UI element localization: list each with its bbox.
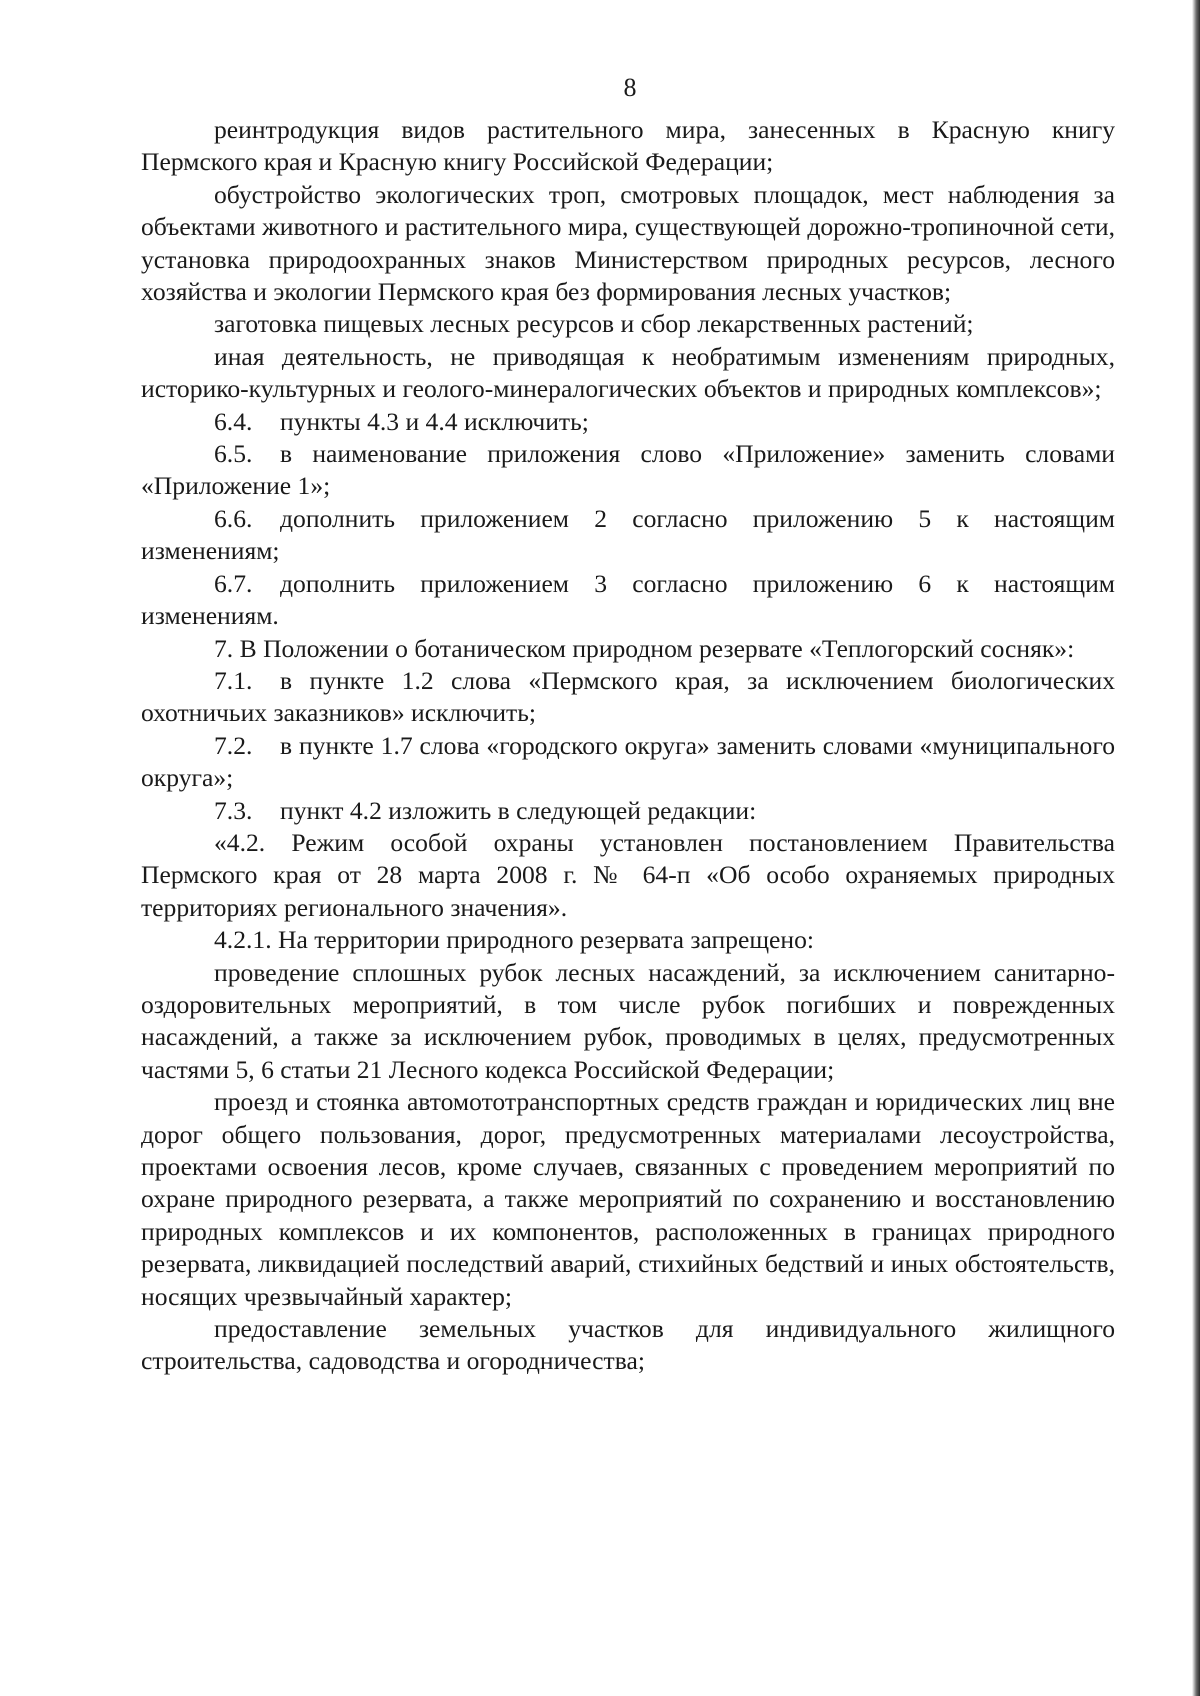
list-item-7-3 (141, 795, 1115, 827)
list-item-7-1 (141, 665, 1115, 730)
paragraph: обустройство экологических троп, смотровых площадок, мест наблюдения за объектами животного и растительного мира, существующей дорожно-тропиночной сети, установка природоохранных знаков Министерством природных ресурсов, лесного хозяйства и экологии Пермского края без формирования лесных участков; (141, 179, 1115, 307)
item-number: 6.6. (214, 503, 253, 533)
item-number: 6.7. (214, 568, 253, 598)
paragraph: «4.2. Режим особой охраны установлен постановлением Правительства Пермского края от 28 марта 2008 г. № 64-п «Об особо охраняемых природных территориях регионального значения». (141, 827, 1115, 922)
paragraph: проезд и стоянка автомототранспортных средств граждан и юридических лиц вне дорог общего пользования, дорог, предусмотренных материалами лесоустройства, проектами освоения лесов, кроме случаев, связанных с проведением мероприятий по охране природного резервата, а также мероприятий по сохранению и восстановлению природных комплексов и их компонентов, расположенных в границах природного резервата, ликвидацией последствий аварий, стихийных бедствий и иных обстоятельств, носящих чрезвычайный характер; (141, 1087, 1115, 1311)
item-text: в пункте 1.7 слова «городского округа» заменить словами «муниципального округа»; (141, 730, 1115, 793)
item-text: пункты 4.3 и 4.4 исключить; (280, 406, 589, 436)
item-text: дополнить приложением 2 согласно приложению 5 к настоящим изменениям; (141, 503, 1115, 566)
item-number: 6.4. (214, 406, 253, 436)
list-item-6-5 (141, 438, 1115, 503)
paragraph: иная деятельность, не приводящая к необратимым изменениям природных, историко-культурных и геолого-минералогических объектов и природных комплексов»; (141, 341, 1115, 404)
list-item-6-4 (141, 406, 1115, 438)
item-text: пункт 4.2 изложить в следующей редакции: (280, 795, 757, 825)
item-text: в пункте 1.2 слова «Пермского края, за исключением биологических охотничьих заказников» исключить; (141, 665, 1115, 728)
paragraph: проведение сплошных рубок лесных насаждений, за исключением санитарно-оздоровительных мероприятий, в том числе рубок погибших и поврежденных насаждений, а также за исключением рубок, проводимых в целях, предусмотренных частями 5, 6 статьи 21 Лесного кодекса Российской Федерации; (141, 957, 1115, 1084)
item-number: 7.1. (214, 665, 253, 695)
document-body (141, 114, 1115, 1378)
paragraph: 4.2.1. На территории природного резервата запрещено: (214, 925, 815, 955)
list-item-6-6 (141, 503, 1115, 568)
list-item-7-2 (141, 730, 1115, 795)
page-number: 8 (623, 73, 637, 102)
paragraph: реинтродукция видов растительного мира, занесенных в Красную книгу Пермского края и Красную книгу Российской Федерации; (141, 115, 1115, 177)
scan-edge-shadow (1192, 0, 1200, 1696)
item-number: 7.2. (214, 730, 253, 760)
item-number: 7.3. (214, 795, 253, 825)
item-text: в наименование приложения слово «Приложение» заменить словами «Приложение 1»; (141, 439, 1115, 501)
item-text: дополнить приложением 3 согласно приложению 6 к настоящим изменениям. (141, 568, 1115, 631)
section-heading-7: 7. В Положении о ботаническом природном резервате «Теплогорский сосняк»: (214, 633, 1075, 663)
paragraph: заготовка пищевых лесных ресурсов и сбор лекарственных растений; (214, 309, 974, 339)
paragraph: предоставление земельных участков для индивидуального жилищного строительства, садоводства и огородничества; (141, 1314, 1115, 1376)
list-item-6-7 (141, 568, 1115, 633)
item-number: 6.5. (214, 439, 253, 469)
